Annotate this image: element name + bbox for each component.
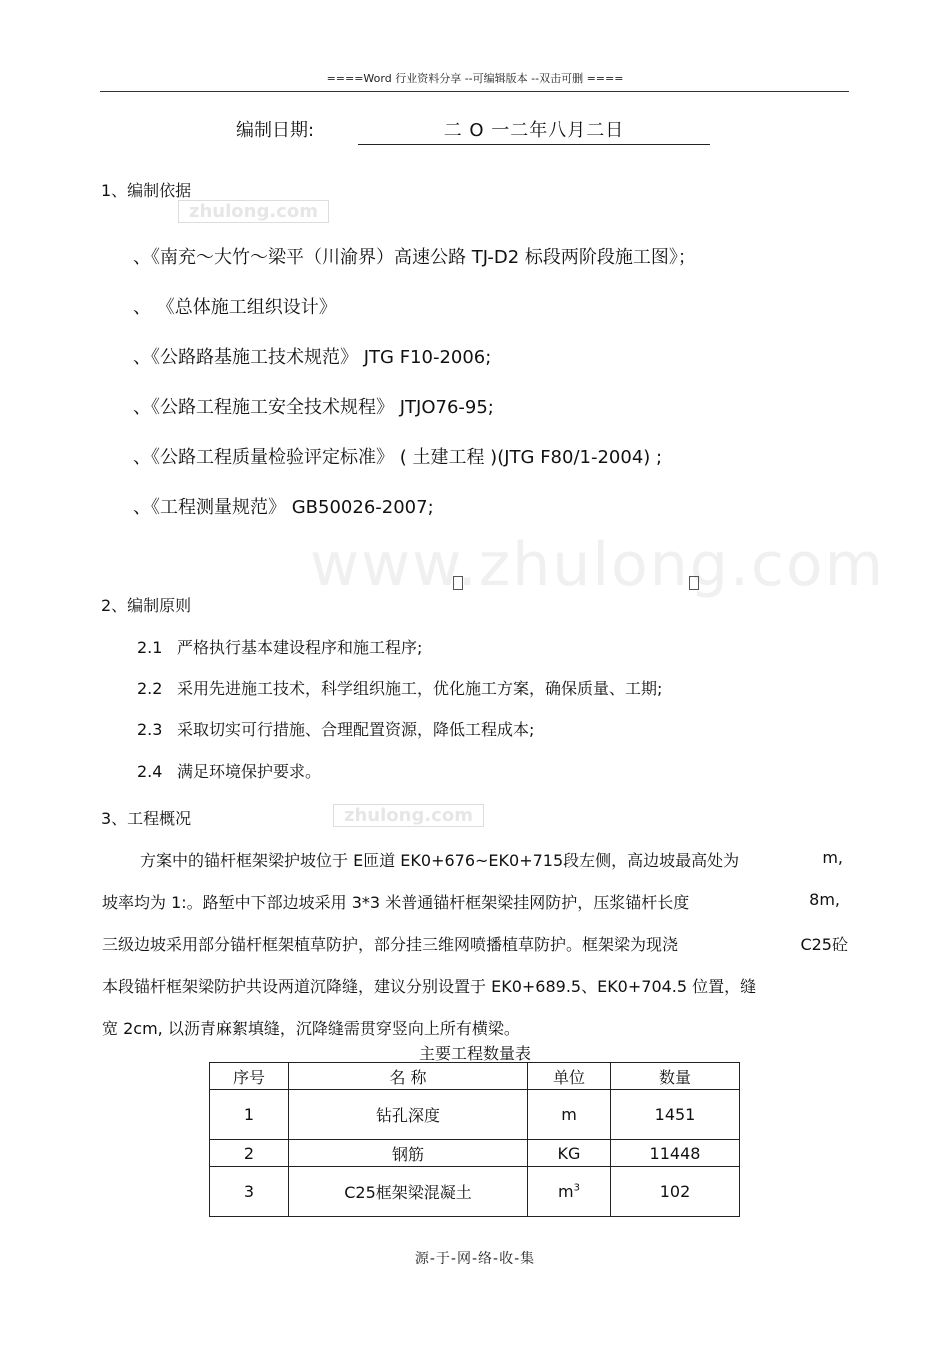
principle-num: 2.4 (137, 762, 163, 781)
cell-name: C25框架梁混凝土 (289, 1167, 528, 1217)
principle-text: 采取切实可行措施、合理配置资源，降低工程成本; (177, 720, 535, 739)
col-header-no: 序号 (210, 1063, 289, 1090)
watermark-marker-right (689, 576, 699, 590)
principle-text: 严格执行基本建设程序和施工程序; (177, 638, 423, 657)
cell-qty: 11448 (611, 1140, 740, 1167)
principle-item-3 (137, 717, 534, 740)
col-header-unit: 单位 (528, 1063, 611, 1090)
cell-unit-sup: 3 (573, 1182, 580, 1194)
section1-title: 1、编制依据 (101, 181, 192, 200)
cell-qty: 1451 (611, 1090, 740, 1140)
quantity-table (209, 1062, 740, 1217)
watermark-small-1: zhulong.com (178, 200, 329, 223)
cell-no: 1 (210, 1090, 289, 1140)
watermark-small-2: zhulong.com (333, 804, 484, 827)
basis-item-3: 、《公路路基施工技术规范》 JTG F10-2006; (133, 347, 492, 368)
watermark-marker-left (453, 576, 463, 590)
basis-item-1: 、《南充～大竹～梁平（川渝界）高速公路 TJ-D2 标段两阶段施工图》； (133, 247, 696, 268)
table-row (210, 1167, 740, 1217)
watermark-large: www.zhulong.com (310, 530, 886, 600)
overview-line-4 (102, 974, 848, 997)
table-row (210, 1140, 740, 1167)
page-header: ====Word 行业资料分享 --可编辑版本 --双击可删 ==== (326, 72, 624, 85)
basis-item-6: 、《工程测量规范》 GB50026-2007; (133, 497, 434, 518)
basis-item-4: 、《公路工程施工安全技术规程》 JTJO76-95; (133, 397, 494, 418)
table-title: 主要工程数量表 (418, 1044, 531, 1063)
cell-name: 钻孔深度 (289, 1090, 528, 1140)
principle-text: 满足环境保护要求。 (177, 762, 322, 781)
principle-item-4 (137, 759, 321, 782)
cell-unit: KG (528, 1140, 611, 1167)
section3-title: 3、工程概况 (101, 809, 192, 828)
principle-item-2 (137, 676, 662, 699)
overview-line-text: 本段锚杆框架梁防护共设两道沉降缝，建议分别设置于 EK0+689.5、EK0+704.5 位置，缝 (102, 977, 757, 996)
cell-qty: 102 (611, 1167, 740, 1217)
overview-line-end: m, (822, 848, 843, 867)
col-header-qty: 数量 (611, 1063, 740, 1090)
date-value: 二 O 一二年八月二日 (358, 116, 710, 145)
overview-line-text: 三级边坡采用部分锚杆框架植草防护，部分挂三维网喷播植草防护。框架梁为现浇 (102, 935, 679, 954)
overview-line-5 (102, 1016, 848, 1039)
principle-item-1 (137, 635, 422, 658)
overview-line-3 (102, 932, 848, 955)
overview-line-2 (102, 890, 848, 913)
header-divider (100, 91, 849, 92)
principle-num: 2.3 (137, 720, 163, 739)
table-header-row (210, 1063, 740, 1090)
cell-name: 钢筋 (289, 1140, 528, 1167)
principle-num: 2.1 (137, 638, 163, 657)
section2-title: 2、编制原则 (101, 596, 192, 615)
overview-line-end: C25砼 (800, 935, 848, 954)
cell-unit: m (528, 1090, 611, 1140)
cell-unit-base: m (558, 1182, 574, 1201)
cell-unit (528, 1167, 611, 1217)
overview-line-text: 宽 2cm, 以沥青麻絮填缝，沉降缝需贯穿竖向上所有横梁。 (102, 1019, 520, 1038)
basis-item-2: 、 《总体施工组织设计》 (133, 297, 337, 318)
basis-item-5: 、《公路工程质量检验评定标准》 ( 土建工程 )(JTG F80/1-2004) ; (133, 447, 663, 468)
overview-line-end: 8m, (809, 890, 840, 909)
table-row (210, 1090, 740, 1140)
date-label: 编制日期: (236, 120, 315, 141)
overview-line-text: 方案中的锚杆框架梁护坡位于 E匝道 EK0+676~EK0+715段左侧，高边坡最高处为 (140, 851, 740, 870)
principle-num: 2.2 (137, 679, 163, 698)
principle-text: 采用先进施工技术，科学组织施工，优化施工方案，确保质量、工期; (177, 679, 663, 698)
cell-no: 2 (210, 1140, 289, 1167)
cell-no: 3 (210, 1167, 289, 1217)
overview-line-text: 坡率均为 1:。路堑中下部边坡采用 3*3 米普通锚杆框架梁挂网防护，压浆锚杆长度 (102, 893, 690, 912)
page-footer: 源-于-网-络-收-集 (414, 1251, 536, 1267)
col-header-name: 名 称 (289, 1063, 528, 1090)
overview-line-1 (102, 848, 848, 871)
